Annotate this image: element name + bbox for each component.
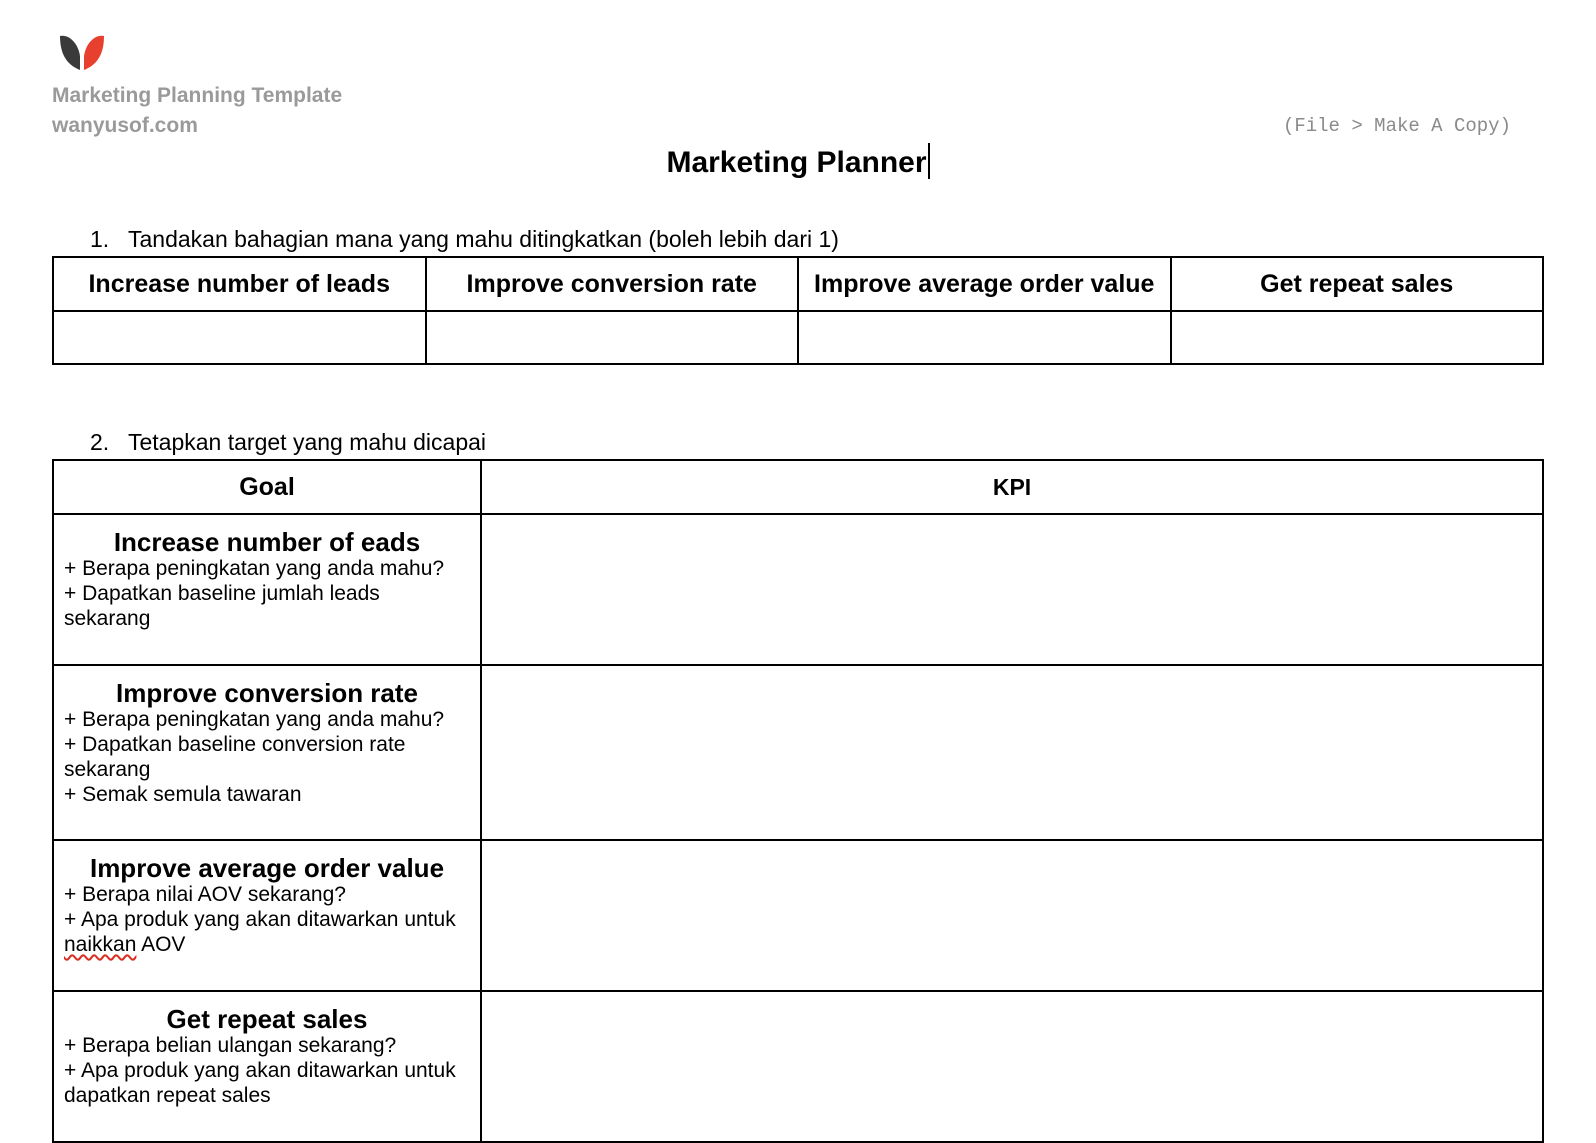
goal-row-conversion bbox=[53, 665, 1543, 840]
goal-row-leads bbox=[53, 514, 1543, 665]
text-cursor bbox=[928, 143, 930, 179]
brand-title: Marketing Planning Template bbox=[52, 84, 343, 107]
goal-hint: + Berapa peningkatan yang anda mahu? bbox=[64, 557, 445, 580]
focus-header-conversion: Improve conversion rate bbox=[426, 257, 799, 311]
focus-area-header-row bbox=[53, 257, 1543, 311]
document-title[interactable] bbox=[0, 143, 1596, 180]
goal-title-conversion: Improve conversion rate bbox=[116, 678, 418, 708]
focus-area-table bbox=[52, 256, 1544, 365]
goal-hint: + Dapatkan baseline jumlah leads sekarang bbox=[64, 582, 380, 630]
goal-title-repeat: Get repeat sales bbox=[166, 1004, 368, 1034]
section-1-text: Tandakan bahagian mana yang mahu ditingkatkan (boleh lebih dari 1) bbox=[128, 226, 839, 252]
focus-header-leads: Increase number of leads bbox=[53, 257, 426, 311]
goal-row-aov bbox=[53, 840, 1543, 991]
goal-cell-conversion[interactable] bbox=[53, 665, 481, 840]
goal-row-repeat bbox=[53, 991, 1543, 1142]
kpi-header: KPI bbox=[481, 460, 1543, 514]
goal-hint-text: + Apa produk yang akan ditawarkan untuk bbox=[64, 908, 456, 931]
kpi-cell-conversion[interactable] bbox=[481, 665, 1543, 840]
section-2-label bbox=[90, 429, 486, 456]
focus-cell-repeat[interactable] bbox=[1171, 311, 1544, 364]
goal-cell-leads[interactable] bbox=[53, 514, 481, 665]
goal-hint: + Semak semula tawaran bbox=[64, 783, 302, 806]
goal-hint: + Berapa nilai AOV sekarang? bbox=[64, 883, 346, 906]
goal-hint-tail: AOV bbox=[136, 933, 186, 956]
focus-cell-conversion[interactable] bbox=[426, 311, 799, 364]
focus-cell-leads[interactable] bbox=[53, 311, 426, 364]
section-1-label bbox=[90, 226, 839, 253]
goal-header: Goal bbox=[53, 460, 481, 514]
section-2-number: 2. bbox=[90, 429, 110, 455]
focus-area-input-row bbox=[53, 311, 1543, 364]
goal-hint: + Apa produk yang akan ditawarkan untuk dapatkan repeat sales bbox=[64, 1059, 456, 1107]
goal-cell-aov[interactable] bbox=[53, 840, 481, 991]
focus-header-aov: Improve average order value bbox=[798, 257, 1171, 311]
focus-header-repeat: Get repeat sales bbox=[1171, 257, 1544, 311]
goal-title-aov: Improve average order value bbox=[89, 853, 445, 883]
goal-cell-repeat[interactable] bbox=[53, 991, 481, 1142]
document-title-text: Marketing Planner bbox=[666, 146, 927, 179]
focus-cell-aov[interactable] bbox=[798, 311, 1171, 364]
kpi-cell-leads[interactable] bbox=[481, 514, 1543, 665]
kpi-cell-repeat[interactable] bbox=[481, 991, 1543, 1142]
goal-title-leads: Increase number of eads bbox=[113, 527, 421, 557]
brand-logo-icon bbox=[58, 30, 106, 74]
goal-hint: + Berapa belian ulangan sekarang? bbox=[64, 1034, 397, 1057]
brand-site: wanyusof.com bbox=[52, 114, 198, 137]
goal-hint: + Berapa peningkatan yang anda mahu? bbox=[64, 708, 445, 731]
goal-kpi-header-row bbox=[53, 460, 1543, 514]
kpi-cell-aov[interactable] bbox=[481, 840, 1543, 991]
goal-hint: + Dapatkan baseline conversion rate sekarang bbox=[64, 733, 406, 781]
spelling-error-word[interactable]: naikkan bbox=[64, 933, 137, 956]
goal-kpi-table bbox=[52, 459, 1544, 1143]
section-1-number: 1. bbox=[90, 226, 110, 252]
copy-hint: (File > Make A Copy) bbox=[1282, 115, 1511, 137]
goal-hint bbox=[64, 907, 470, 957]
section-2-text: Tetapkan target yang mahu dicapai bbox=[128, 429, 487, 455]
